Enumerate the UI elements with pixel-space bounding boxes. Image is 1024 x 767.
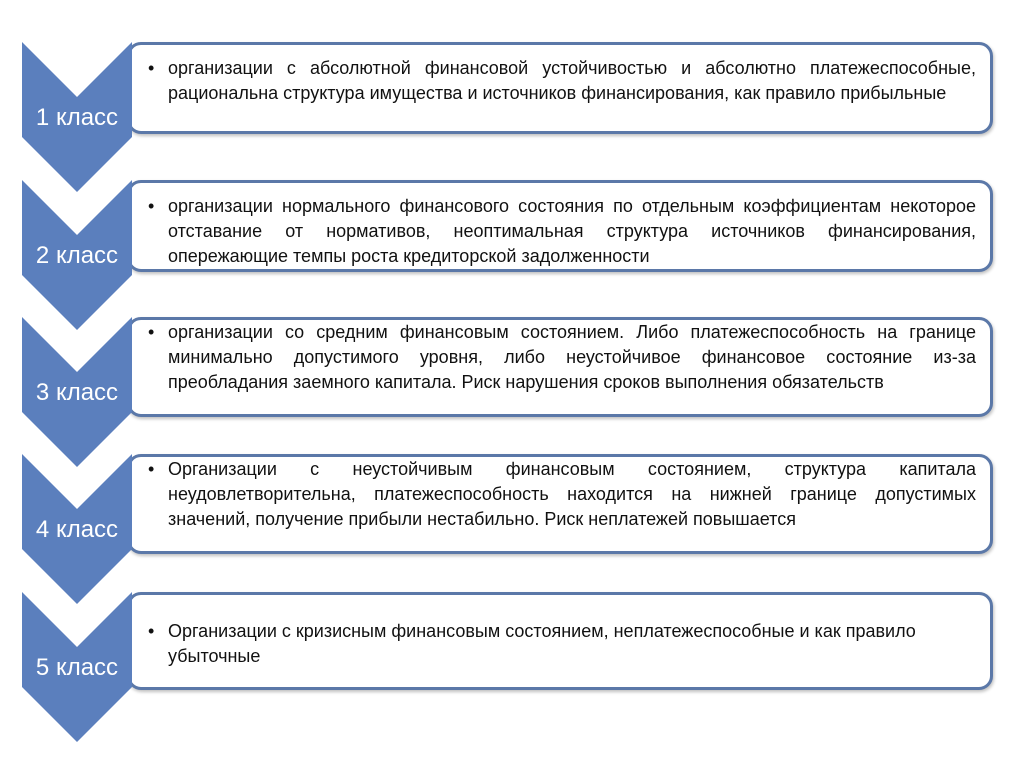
class-description bbox=[148, 56, 976, 106]
class-description bbox=[148, 457, 976, 532]
class-label: 2 класс bbox=[35, 242, 119, 269]
class-description-box bbox=[127, 317, 993, 417]
class-row-2 bbox=[0, 180, 1024, 320]
description-text: Организации с кризисным финансовым состоянием, неплатежеспособные и как правило убыточные bbox=[168, 621, 916, 666]
class-description bbox=[148, 320, 976, 395]
description-text: Организации с неустойчивым финансовым состоянием, структура капитала неудовлетворительна, платежеспособность находится на нижней границе допустимых значений, получение прибыли нестабильно. Риск неплатежей повышается bbox=[168, 459, 976, 529]
class-label: 3 класс bbox=[35, 379, 119, 406]
class-description bbox=[148, 619, 976, 669]
class-row-5 bbox=[0, 592, 1024, 732]
bullet-marker: • bbox=[148, 196, 155, 216]
class-description-box bbox=[127, 42, 993, 134]
class-row-3 bbox=[0, 317, 1024, 457]
bullet-marker: • bbox=[148, 322, 155, 342]
class-row-1 bbox=[0, 42, 1024, 182]
class-label: 5 класс bbox=[35, 654, 119, 681]
description-text: организации нормального финансового состояния по отдельным коэффициентам некоторое отставание от нормативов, неоптимальная структура источников финансирования, опережающие темпы роста кредиторской задолженности bbox=[168, 196, 976, 266]
class-description bbox=[148, 194, 976, 269]
bullet-marker: • bbox=[148, 621, 155, 641]
bullet-marker: • bbox=[148, 58, 155, 78]
class-row-4 bbox=[0, 454, 1024, 594]
description-text: организации со средним финансовым состоянием. Либо платежеспособность на границе минимально допустимого уровня, либо неустойчивое финансовое состояние из-за преобладания заемного капитала. Риск нарушения сроков выполнения обязательств bbox=[168, 322, 976, 392]
description-text: организации с абсолютной финансовой устойчивостью и абсолютно платежеспособные, рациональна структура имущества и источников финансирования, как правило прибыльные bbox=[168, 58, 976, 103]
class-description-box bbox=[127, 454, 993, 554]
class-label: 4 класс bbox=[35, 516, 119, 543]
class-label: 1 класс bbox=[35, 104, 119, 131]
class-description-box bbox=[127, 592, 993, 690]
bullet-marker: • bbox=[148, 459, 155, 479]
class-description-box bbox=[127, 180, 993, 272]
